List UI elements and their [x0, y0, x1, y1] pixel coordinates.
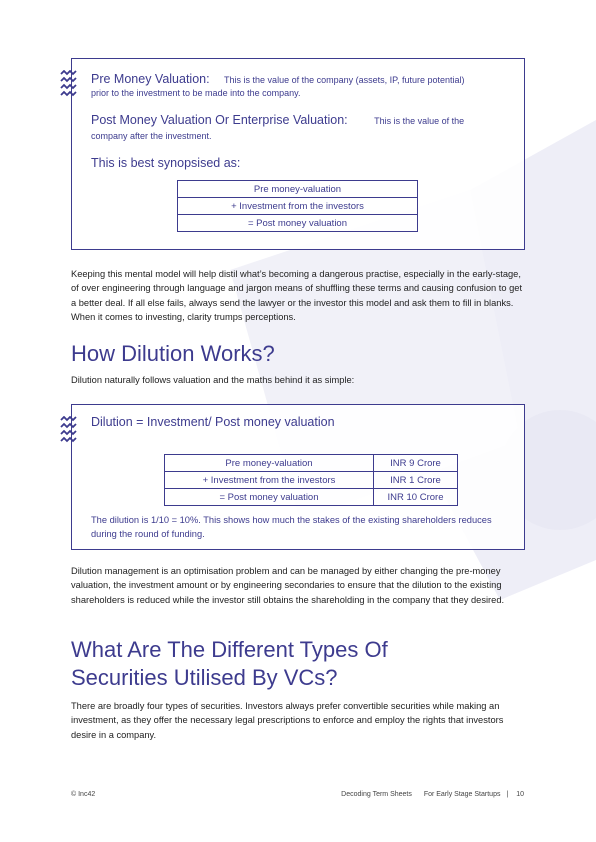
table-cell-label: Pre money-valuation — [165, 455, 374, 472]
post-money-desc-a: This is the value of the — [374, 116, 465, 126]
pre-money-desc-b: prior to the investment to be made into the company. — [91, 88, 301, 98]
table-cell-value: INR 10 Crore — [374, 489, 458, 506]
table-cell-label: = Post money valuation — [165, 489, 374, 506]
pre-money-title: Pre Money Valuation: — [91, 72, 210, 86]
table-row — [178, 181, 418, 198]
dilution-management-paragraph: Dilution management is an optimisation problem and can be managed by either changing the pre-money valuation, the investment amount or by engineering secondaries to ensure that the dilution to the existing shareholders is reduced while the investor still obtains the shareholding in the company that they desired. — [71, 566, 505, 605]
table-cell: = Post money valuation — [178, 215, 418, 232]
heading-securities-line1: What Are The Different Types Of — [71, 637, 388, 662]
table-row — [165, 455, 458, 472]
mental-model-paragraph: Keeping this mental model will help distil what’s becoming a dangerous practise, especially in the early-stage, of over engineering through language and jargon means of shuffling these terms and causing confusion to get a better deal. If all else fails, always send the lawyer or the investor this model and ask them to fill in blanks. When it comes to investing, clarity trumps perceptions. — [71, 269, 523, 322]
valuation-table — [177, 180, 418, 232]
heading-how-dilution-works: How Dilution Works? — [71, 341, 275, 366]
table-row — [165, 472, 458, 489]
table-cell: Pre money-valuation — [178, 181, 418, 198]
synopsis-label: This is best synopsised as: — [91, 156, 241, 170]
footer-copyright: © Inc42 — [71, 791, 96, 798]
footer-doc-title — [341, 791, 524, 798]
dilution-formula: Dilution = Investment/ Post money valuation — [91, 415, 335, 429]
footer-page-number: 10 — [516, 791, 524, 798]
securities-paragraph: There are broadly four types of securities. Investors always prefer convertible securities while making an investment, as they offer the necessary legal prescriptions to enforce and employ the rights that investors desire in a company. — [71, 701, 504, 740]
table-row — [178, 198, 418, 215]
table-cell-value: INR 1 Crore — [374, 472, 458, 489]
post-money-desc-b: company after the investment. — [91, 131, 212, 141]
footer-title: Decoding Term Sheets — [341, 791, 412, 798]
table-row — [165, 489, 458, 506]
table-cell-value: INR 9 Crore — [374, 455, 458, 472]
dilution-table — [164, 454, 458, 506]
table-cell: + Investment from the investors — [178, 198, 418, 215]
footer-subtitle: For Early Stage Startups — [423, 791, 501, 798]
table-cell-label: + Investment from the investors — [165, 472, 374, 489]
pre-money-desc-a: This is the value of the company (assets, IP, future potential) — [224, 75, 465, 85]
table-row — [178, 215, 418, 232]
wave-icon — [60, 416, 80, 446]
footer-separator: | — [506, 791, 509, 798]
dilution-note: The dilution is 1/10 = 10%. This shows how much the stakes of the existing shareholders reduces during the round of funding. — [91, 515, 492, 539]
wave-icon — [60, 70, 80, 100]
dilution-intro: Dilution naturally follows valuation and the maths behind it as simple: — [71, 375, 355, 385]
heading-securities-line2: Securities Utilised By VCs? — [71, 665, 338, 690]
post-money-title: Post Money Valuation Or Enterprise Valuation: — [91, 113, 348, 127]
